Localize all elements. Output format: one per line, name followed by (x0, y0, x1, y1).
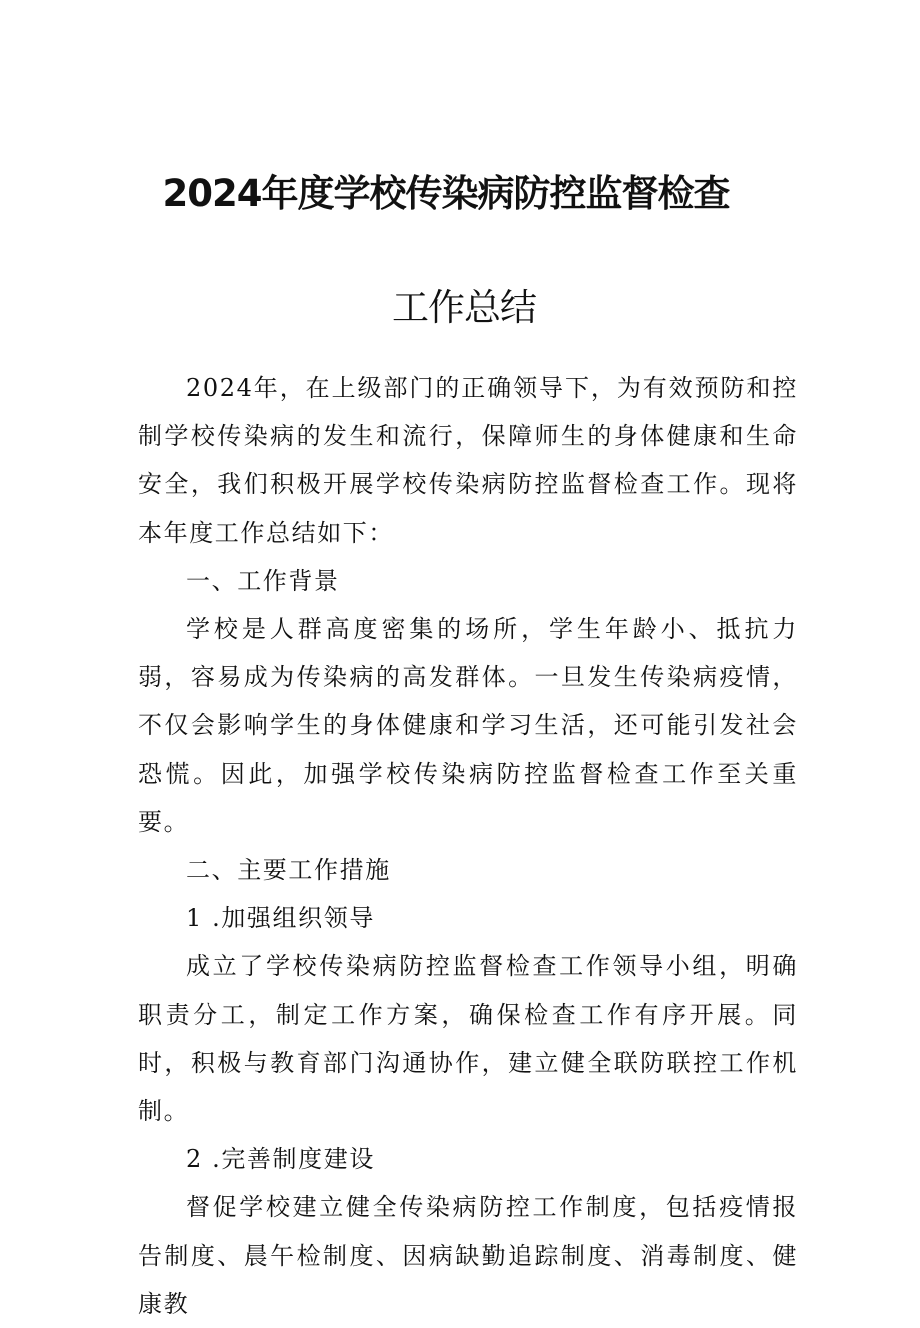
organization-paragraph: 成立了学校传染病防控监督检查工作领导小组，明确职责分工，制定工作方案，确保检查工作有序开展。同时，积极与教育部门沟通协作，建立健全联防联控工作机制。 (138, 952, 798, 1126)
document-title: 2024年度学校传染病防控监督检查 (162, 172, 730, 215)
system-paragraph: 督促学校建立健全传染病防控工作制度，包括疫情报告制度、晨午检制度、因病缺勤追踪制度、消毒制度、健康教 (138, 1193, 798, 1318)
intro-paragraph: 2024年，在上级部门的正确领导下，为有效预防和控制学校传染病的发生和流行，保障师生的身体健康和生命安全，我们积极开展学校传染病防控监督检查工作。现将本年度工作总结如下： (138, 374, 798, 547)
subsection-heading-organization: 1 .加强组织领导 (186, 904, 375, 933)
section-heading-measures: 二、主要工作措施 (186, 856, 391, 885)
subsection-heading-system: 2 .完善制度建设 (186, 1145, 375, 1174)
background-paragraph: 学校是人群高度密集的场所，学生年龄小、抵抗力弱，容易成为传染病的高发群体。一旦发生传染病疫情，不仅会影响学生的身体健康和学习生活，还可能引发社会恐慌。因此，加强学校传染病防控监督检查工作至关重要。 (138, 615, 798, 836)
document-body (138, 364, 798, 1328)
section-heading-background: 一、工作背景 (186, 566, 340, 595)
document-subtitle: 工作总结 (392, 286, 536, 329)
